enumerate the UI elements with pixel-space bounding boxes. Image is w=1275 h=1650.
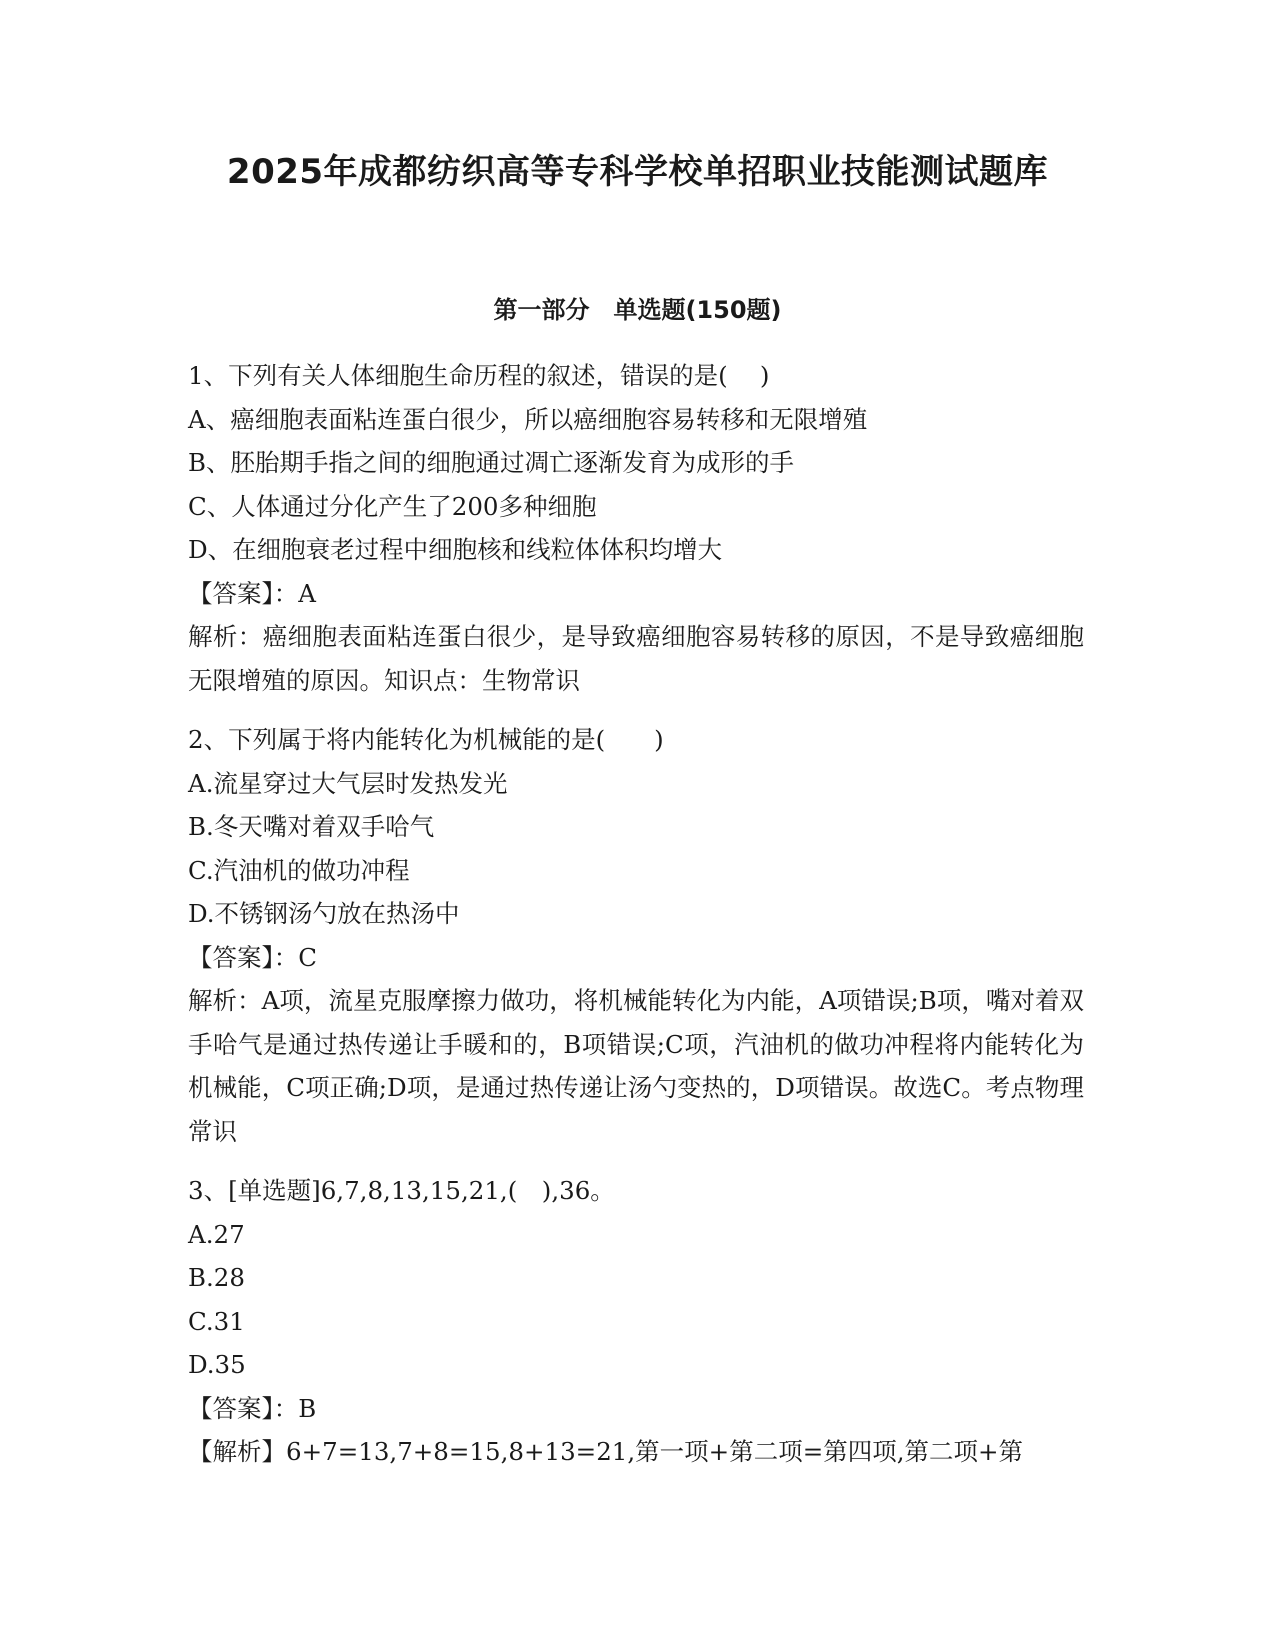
option-c: C.汽油机的做功冲程 [188, 855, 410, 885]
option-c: C、人体通过分化产生了200多种细胞 [188, 491, 597, 521]
option-b: B.冬天嘴对着双手哈气 [188, 812, 435, 841]
analysis-text: 解析：癌细胞表面粘连蛋白很少，是导致癌细胞容易转移的原因，不是导致癌细胞无限增殖的原因。知识点：生物常识 [188, 622, 1084, 695]
option-d: D.35 [188, 1350, 246, 1379]
question-stem: 1、下列有关人体细胞生命历程的叙述，错误的是( ) [188, 361, 770, 390]
option-d: D.不锈钢汤勺放在热汤中 [188, 899, 460, 928]
document-title: 2025年成都纺织高等专科学校单招职业技能测试题库 [226, 152, 1049, 192]
question-item [188, 354, 1084, 702]
answer-line: 【答案】：C [188, 942, 317, 972]
analysis-text: 【解析】6+7=13,7+8=15,8+13=21,第一项+第二项=第四项,第二项+第 [188, 1437, 1024, 1466]
option-d: D、在细胞衰老过程中细胞核和线粒体体积均增大 [188, 535, 723, 564]
option-c: C.31 [188, 1306, 245, 1336]
question-item [188, 1169, 1084, 1474]
question-stem: 3、[单选题]6,7,8,13,15,21,( ),36。 [188, 1176, 615, 1205]
option-a: A、癌细胞表面粘连蛋白很少，所以癌细胞容易转移和无限增殖 [188, 404, 868, 434]
option-a: A.27 [188, 1219, 245, 1249]
question-item [188, 718, 1084, 1153]
option-b: B.28 [188, 1263, 245, 1292]
section-title: 第一部分 单选题(150题) [493, 296, 782, 324]
answer-line: 【答案】：B [188, 1393, 317, 1423]
question-list [188, 354, 1084, 1490]
answer-line: 【答案】：A [188, 578, 316, 608]
analysis-text: 解析：A项，流星克服摩擦力做功，将机械能转化为内能，A项错误;B项，嘴对着双手哈气是通过热传递让手暖和的，B项错误;C项，汽油机的做功冲程将内能转化为机械能，C项正确;D项，是通过热传递让汤勺变热的，D项错误。故选C。考点物理常识 [188, 986, 1084, 1146]
option-a: A.流星穿过大气层时发热发光 [188, 768, 508, 798]
question-stem: 2、下列属于将内能转化为机械能的是( ) [188, 725, 664, 754]
option-b: B、胚胎期手指之间的细胞通过凋亡逐渐发育为成形的手 [188, 448, 795, 477]
